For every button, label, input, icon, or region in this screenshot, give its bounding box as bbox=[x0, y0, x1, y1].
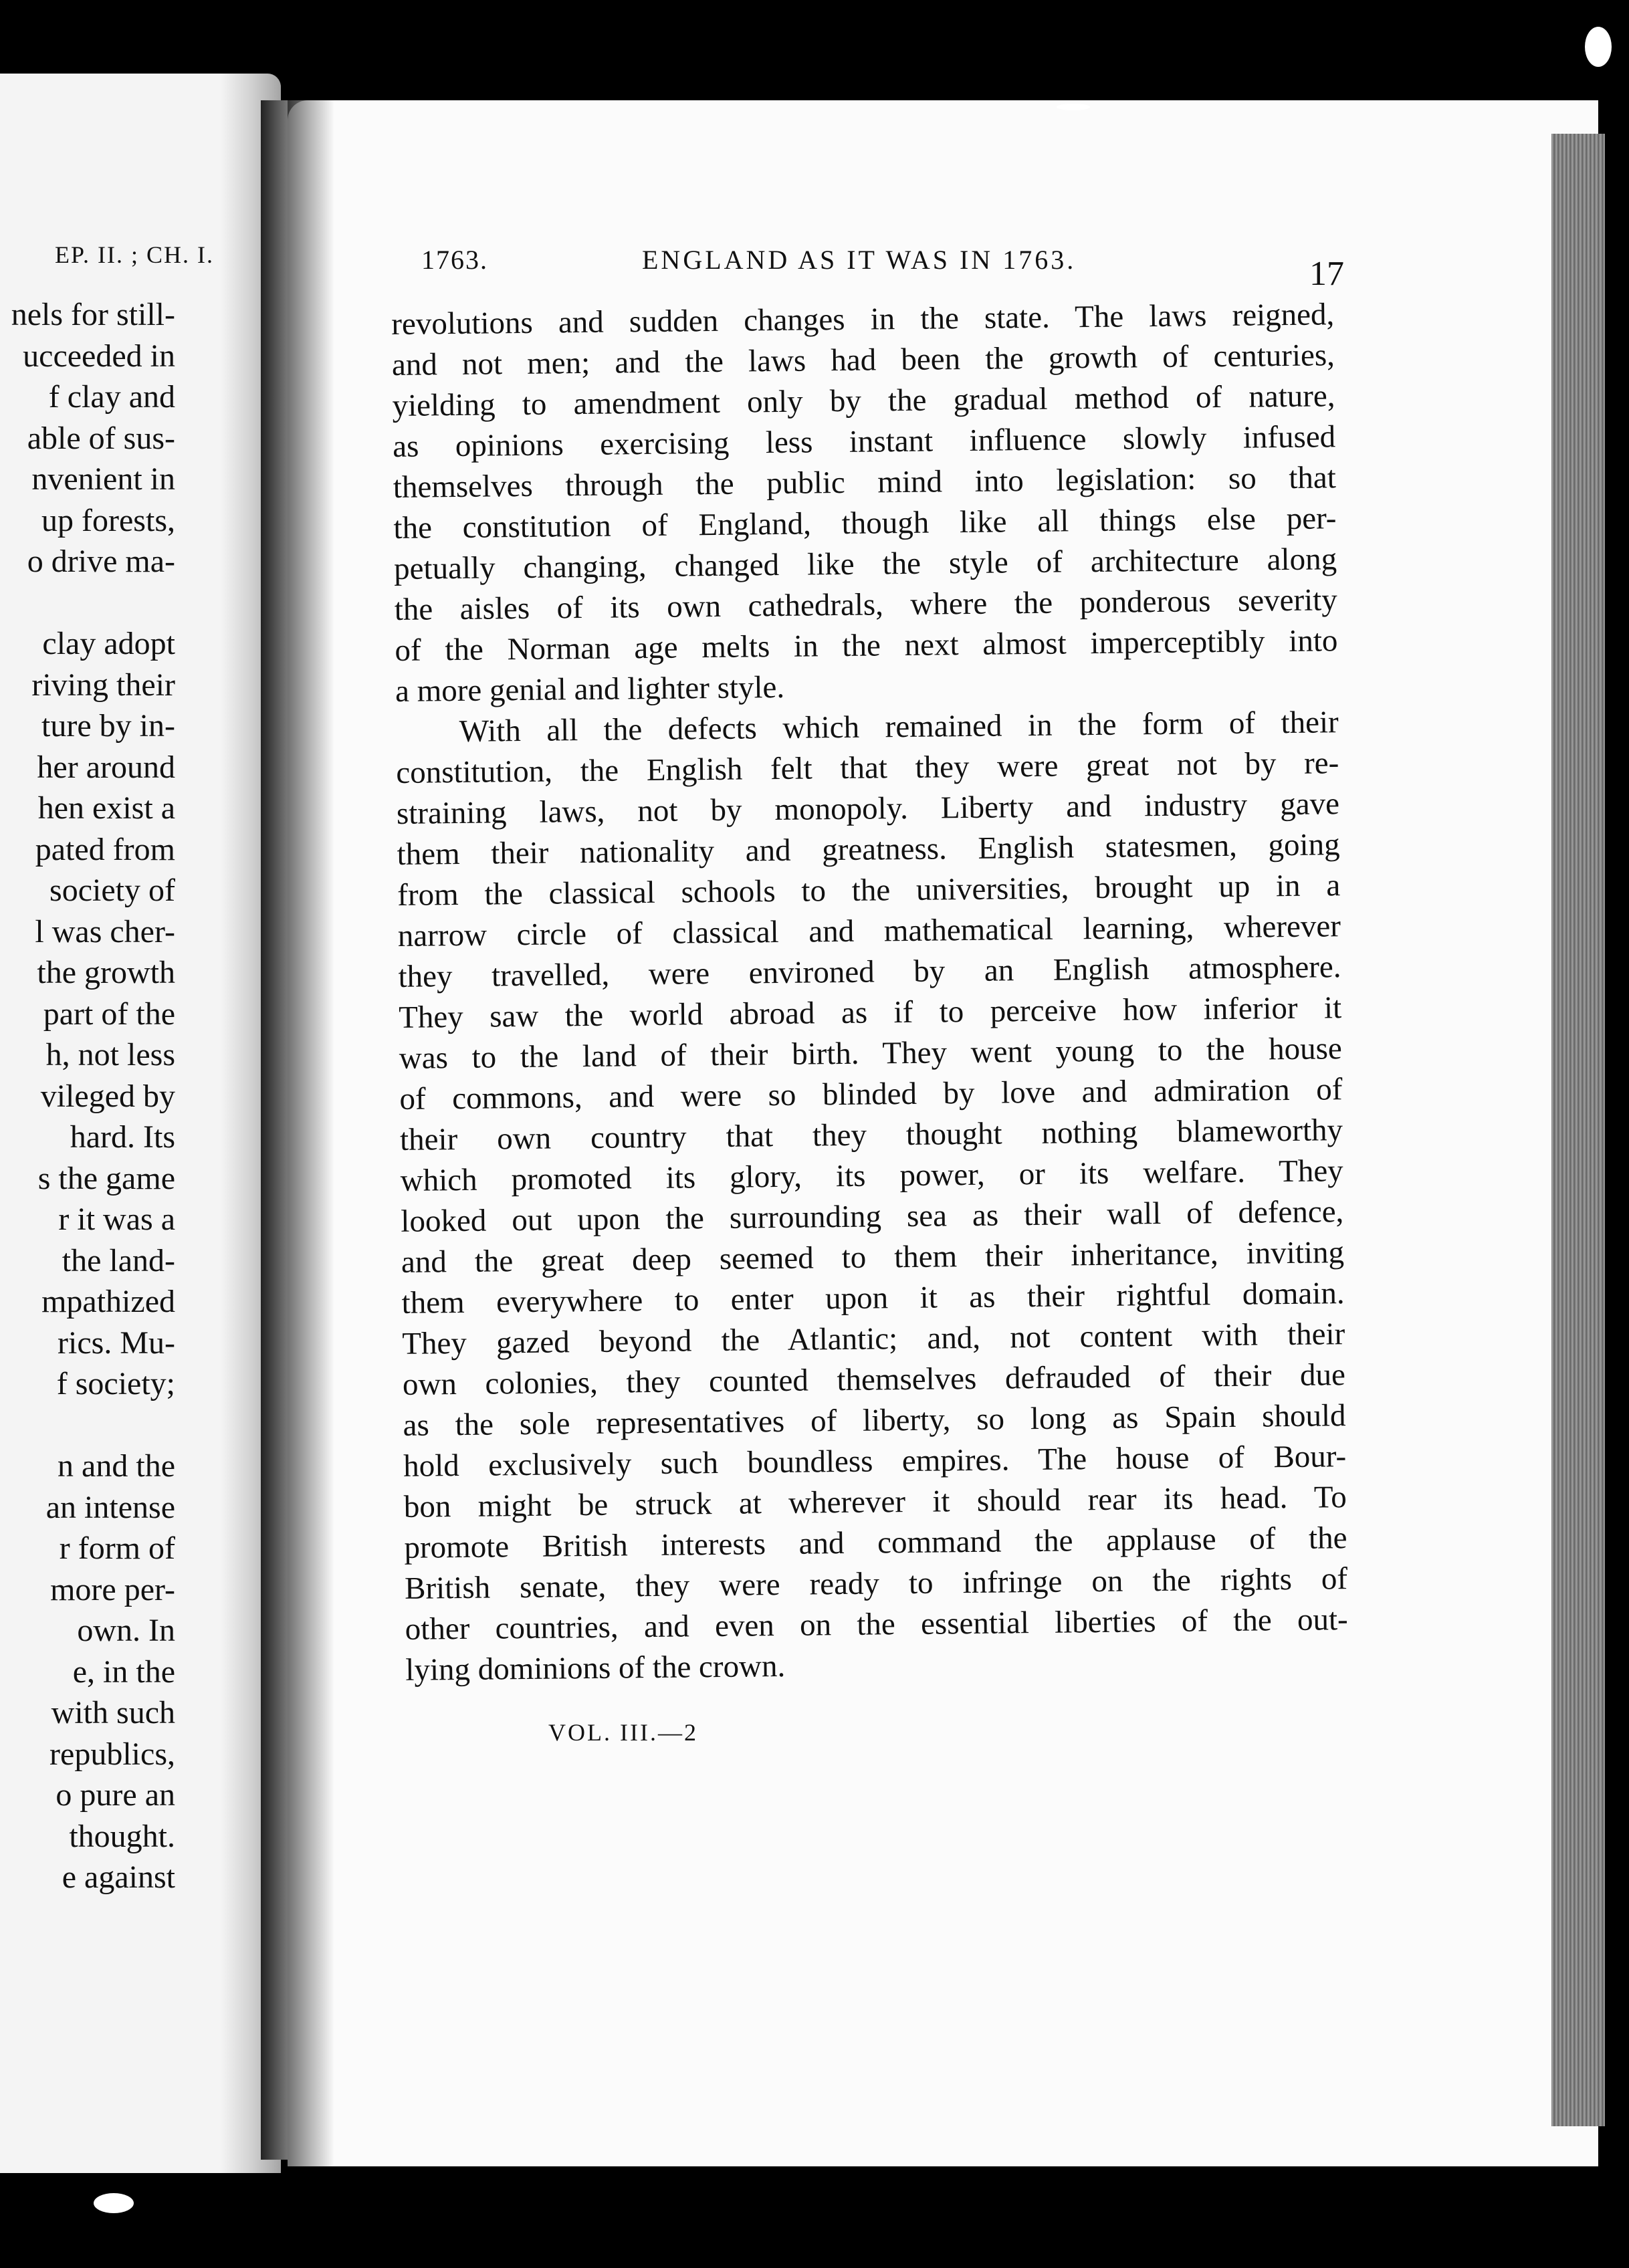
text-line: the aisles of its own cathedrals, where the ponderous severity bbox=[394, 582, 1337, 627]
text-line: narrow circle of classical and mathematical learning, wherever bbox=[397, 909, 1341, 953]
text-line: bon might be struck at wherever it should rear its head. To bbox=[403, 1480, 1347, 1524]
left-text-line: thought. bbox=[69, 1818, 175, 1854]
text-line: of the Norman age melts in the next almost imperceptibly into bbox=[395, 623, 1338, 668]
left-text-line: h, not less bbox=[45, 1037, 175, 1072]
header-title: ENGLAND AS IT WAS IN 1763. bbox=[642, 245, 1077, 275]
running-header bbox=[421, 244, 1344, 293]
text-line: looked out upon the surrounding sea as their wall of defence, bbox=[401, 1194, 1344, 1239]
text-line: which promoted its glory, its power, or its welfare. They bbox=[400, 1153, 1343, 1198]
scan-speck bbox=[94, 2193, 134, 2213]
left-text-line: ture by in- bbox=[41, 708, 175, 744]
text-line: They saw the world abroad as if to perceive how inferior it bbox=[398, 990, 1342, 1035]
left-text-line: o pure an bbox=[56, 1777, 175, 1813]
left-text-line: e, in the bbox=[72, 1654, 175, 1690]
left-text-line: part of the bbox=[43, 996, 175, 1032]
scan-speck bbox=[1585, 27, 1612, 67]
left-text-line: ucceeded in bbox=[23, 338, 175, 374]
text-line: the constitution of England, though like all things else per- bbox=[393, 501, 1337, 546]
text-line: hold exclusively such boundless empires. The house of Bour- bbox=[403, 1439, 1347, 1484]
left-text-line: hen exist a bbox=[37, 790, 175, 826]
left-text-line: nvenient in bbox=[31, 461, 175, 497]
left-text-line: nels for still- bbox=[11, 297, 175, 332]
text-line: was to the land of their birth. They went young to the house bbox=[399, 1031, 1343, 1076]
text-line: petually changing, changed like the style of architecture along bbox=[393, 542, 1337, 586]
left-text-line: society of bbox=[49, 873, 175, 908]
text-line: revolutions and sudden changes in the state. The laws reigned, bbox=[391, 297, 1335, 342]
text-line: of commons, and were so blinded by love and admiration of bbox=[399, 1072, 1343, 1117]
left-text-line: an intense bbox=[45, 1489, 175, 1525]
left-text-line: l was cher- bbox=[35, 913, 175, 949]
text-line: British senate, they were ready to infringe on the rights of bbox=[404, 1561, 1348, 1606]
left-text-line: r it was a bbox=[58, 1202, 175, 1237]
text-line: and not men; and the laws had been the growth of centuries, bbox=[391, 338, 1335, 382]
left-text-line: s the game bbox=[37, 1160, 175, 1196]
scan-speck bbox=[1057, 104, 1090, 110]
left-text-line: her around bbox=[37, 749, 175, 785]
left-page-header: EP. II. ; CH. I. bbox=[55, 241, 214, 268]
right-gutter-shadow bbox=[288, 100, 334, 2166]
left-text-line: the growth bbox=[37, 955, 175, 990]
left-text-line: with such bbox=[51, 1695, 175, 1730]
left-text-line: f clay and bbox=[48, 379, 175, 415]
header-year: 1763. bbox=[421, 245, 488, 275]
text-line: yielding to amendment only by the gradual method of nature, bbox=[392, 378, 1335, 423]
page-number: 17 bbox=[1309, 255, 1344, 293]
text-line: themselves through the public mind into legislation: so that bbox=[393, 460, 1337, 505]
left-page bbox=[0, 74, 281, 2173]
left-text-line: pated from bbox=[35, 831, 175, 867]
left-text-line: r form of bbox=[59, 1530, 175, 1566]
left-text-line: riving their bbox=[31, 667, 175, 703]
left-text-line: rics. Mu- bbox=[58, 1325, 175, 1361]
text-line: them everywhere to enter upon it as their rightful domain. bbox=[401, 1276, 1345, 1321]
text-line: promote British interests and command the applause of the bbox=[404, 1520, 1347, 1565]
text-line: their own country that they thought nothing blameworthy bbox=[399, 1113, 1343, 1157]
left-page-text bbox=[0, 294, 175, 1898]
text-line: lying dominions of the crown. bbox=[405, 1648, 786, 1688]
text-line: other countries, and even on the essential liberties of the out- bbox=[405, 1602, 1348, 1647]
left-text-line: vileged by bbox=[40, 1078, 175, 1114]
left-text-line: own. In bbox=[77, 1613, 175, 1648]
left-text-line: e against bbox=[62, 1859, 175, 1895]
left-text-line: hard. Its bbox=[70, 1119, 175, 1155]
volume-signature: VOL. III.—2 bbox=[548, 1719, 698, 1746]
text-line: as the sole representatives of liberty, so long as Spain should bbox=[403, 1398, 1346, 1443]
left-text-line: up forests, bbox=[41, 502, 175, 538]
text-line: They gazed beyond the Atlantic; and, not content with their bbox=[402, 1317, 1345, 1361]
text-line: they travelled, were environed by an English atmosphere. bbox=[398, 949, 1341, 994]
left-text-line: republics, bbox=[49, 1736, 175, 1772]
left-text-line bbox=[0, 1405, 175, 1446]
left-text-line: mpathized bbox=[41, 1284, 175, 1319]
text-line: and the great deep seemed to them their inheritance, inviting bbox=[401, 1235, 1345, 1280]
text-line: them their nationality and greatness. English statesmen, going bbox=[397, 827, 1340, 872]
left-text-line bbox=[0, 582, 175, 624]
left-text-line: clay adopt bbox=[42, 626, 175, 661]
left-text-line: able of sus- bbox=[27, 420, 175, 456]
page-edges bbox=[1551, 134, 1605, 2126]
text-line: With all the defects which remained in the form of their bbox=[459, 705, 1339, 749]
left-text-line: f society; bbox=[56, 1366, 175, 1401]
left-text-line: n and the bbox=[58, 1448, 175, 1484]
text-line: own colonies, they counted themselves defrauded of their due bbox=[402, 1357, 1346, 1402]
left-text-line: o drive ma- bbox=[27, 544, 175, 579]
text-line: a more genial and lighter style. bbox=[395, 669, 785, 709]
text-line: as opinions exercising less instant influence slowly infused bbox=[392, 419, 1336, 464]
left-text-line: more per- bbox=[50, 1571, 175, 1607]
left-text-line: the land- bbox=[62, 1242, 175, 1278]
text-line: from the classical schools to the universities, brought up in a bbox=[397, 868, 1341, 913]
body-text bbox=[391, 294, 1349, 1691]
text-line: constitution, the English felt that they were great not by re- bbox=[396, 746, 1339, 790]
text-line: straining laws, not by monopoly. Liberty and industry gave bbox=[396, 786, 1340, 831]
